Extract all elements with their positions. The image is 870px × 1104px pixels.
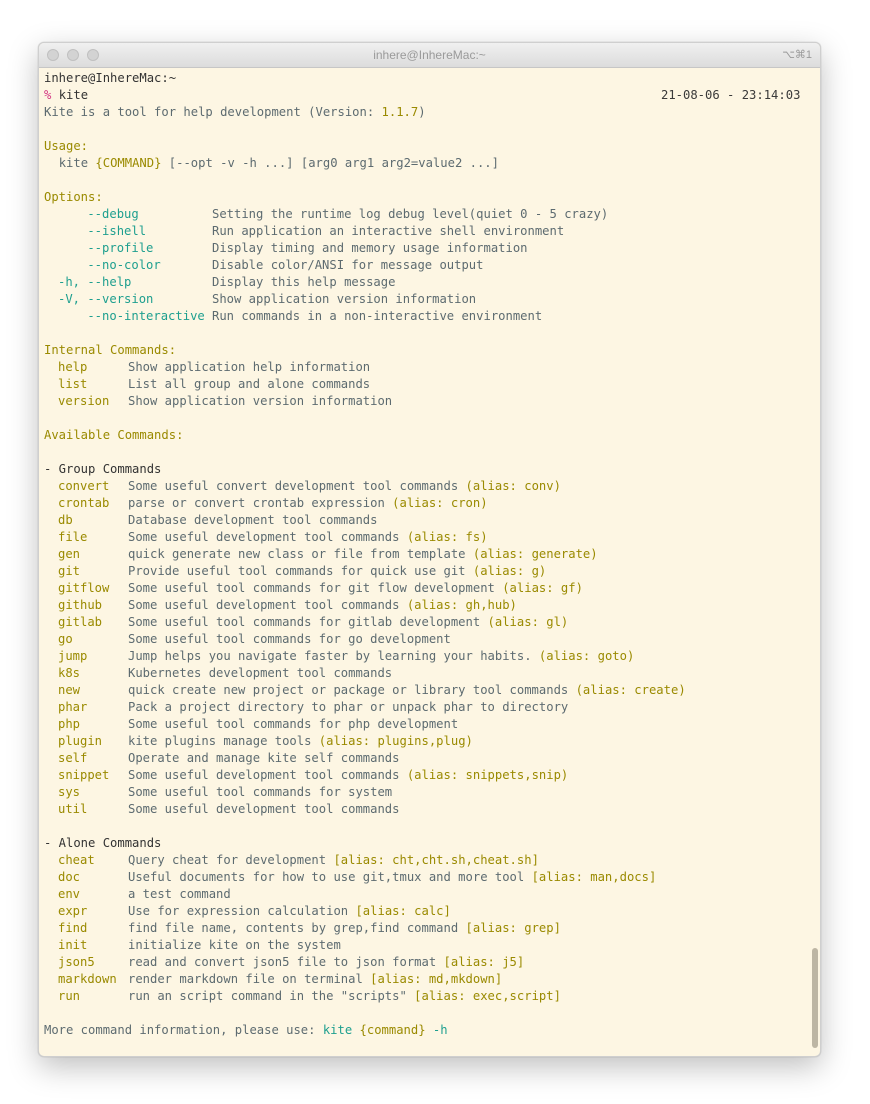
- option-desc: Run application an interactive shell environment: [212, 224, 565, 238]
- command-desc-wrap: [128, 988, 561, 1005]
- blank-line: [44, 325, 804, 342]
- command-desc-wrap: [128, 767, 568, 784]
- command-alias: [alias: calc]: [355, 904, 451, 918]
- group-heading-text: - Group Commands: [44, 462, 162, 476]
- command-desc: initialize kite on the system: [128, 938, 341, 952]
- command-desc: Some useful tool commands for git flow development: [128, 581, 503, 595]
- alone-command-row: [44, 852, 804, 869]
- blank-line: [44, 410, 804, 427]
- command-name: run: [58, 989, 81, 1003]
- option-row: [44, 274, 804, 291]
- command-desc-wrap: [128, 852, 539, 869]
- intro-line: [44, 104, 804, 121]
- title-bar[interactable]: [39, 43, 820, 68]
- command-desc: Database development tool commands: [128, 513, 378, 527]
- command-name: k8s: [58, 666, 81, 680]
- command-desc-wrap: [128, 954, 524, 971]
- option-row: [44, 223, 804, 240]
- blank-line: [44, 172, 804, 189]
- command-desc-wrap: [128, 716, 458, 733]
- alone-command-row: [44, 971, 804, 988]
- prompt-command: kite: [58, 88, 89, 102]
- alone-heading: [44, 835, 804, 852]
- blank-line: [44, 121, 804, 138]
- footer-line: [44, 1022, 804, 1039]
- command-alias: [alias: man,docs]: [531, 870, 657, 884]
- command-name: github: [58, 598, 103, 612]
- alone-command-row: [44, 886, 804, 903]
- command-name: find: [58, 921, 88, 935]
- usage-args: [--opt -v -h ...] [arg0 arg1 arg2=value2 ...]: [168, 156, 499, 170]
- command-name: cheat: [58, 853, 95, 867]
- command-desc: Query cheat for development: [128, 853, 334, 867]
- internal-heading: [44, 342, 804, 359]
- command-desc: Some useful tool commands for system: [128, 785, 393, 799]
- command-name: markdown: [58, 972, 117, 986]
- command-desc: List all group and alone commands: [128, 377, 371, 391]
- command-name: git: [58, 564, 81, 578]
- command-desc: Use for expression calculation: [128, 904, 356, 918]
- internal-commands-list: [44, 359, 804, 410]
- option-desc: Disable color/ANSI for message output: [212, 258, 484, 272]
- command-desc-wrap: [128, 631, 451, 648]
- command-desc-wrap: [128, 801, 400, 818]
- blank-line: [44, 444, 804, 461]
- prompt-line: [44, 87, 804, 104]
- option-row: [44, 291, 804, 308]
- command-name: util: [58, 802, 88, 816]
- command-alias: (alias: conv): [465, 479, 561, 493]
- command-alias: (alias: gh,hub): [406, 598, 517, 612]
- alone-command-row: [44, 937, 804, 954]
- internal-command-row: [44, 393, 804, 410]
- option-row: [44, 240, 804, 257]
- group-commands-list: [44, 478, 804, 818]
- group-command-row: [44, 529, 804, 546]
- command-desc-wrap: [128, 546, 598, 563]
- command-desc: Pack a project directory to phar or unpack phar to directory: [128, 700, 569, 714]
- command-desc-wrap: [128, 648, 634, 665]
- options-heading: [44, 189, 804, 206]
- group-command-row: [44, 648, 804, 665]
- option-flag: --debug: [58, 207, 139, 221]
- command-name: file: [58, 530, 88, 544]
- command-desc: Some useful development tool commands: [128, 530, 407, 544]
- command-alias: [alias: md,mkdown]: [370, 972, 503, 986]
- command-desc: Some useful tool commands for go development: [128, 632, 451, 646]
- alone-command-row: [44, 920, 804, 937]
- command-desc: Useful documents for how to use git,tmux and more tool: [128, 870, 532, 884]
- option-desc: Display timing and memory usage information: [212, 241, 528, 255]
- group-command-row: [44, 580, 804, 597]
- command-alias: [alias: cht,cht.sh,cheat.sh]: [333, 853, 539, 867]
- command-alias: (alias: generate): [472, 547, 598, 561]
- group-command-row: [44, 546, 804, 563]
- command-desc-wrap: [128, 869, 656, 886]
- command-desc: Jump helps you navigate faster by learning your habits.: [128, 649, 539, 663]
- command-alias: (alias: snippets,snip): [406, 768, 569, 782]
- intro-text: Kite is a tool for help development (Version:: [44, 105, 382, 119]
- command-alias: (alias: gl): [487, 615, 569, 629]
- option-flag: -V, --version: [58, 292, 154, 306]
- command-name: expr: [58, 904, 88, 918]
- group-command-row: [44, 784, 804, 801]
- command-desc: find file name, contents by grep,find command: [128, 921, 466, 935]
- internal-command-row: [44, 376, 804, 393]
- command-desc: render markdown file on terminal: [128, 972, 371, 986]
- terminal-output[interactable]: [44, 70, 804, 1050]
- command-desc-wrap: [128, 971, 502, 988]
- command-name: convert: [58, 479, 110, 493]
- prompt-symbol: %: [44, 88, 52, 102]
- group-heading: [44, 461, 804, 478]
- command-desc: kite plugins manage tools: [128, 734, 319, 748]
- internal-command-row: [44, 359, 804, 376]
- command-desc-wrap: [128, 563, 546, 580]
- command-desc-wrap: [128, 937, 341, 954]
- option-row: [44, 206, 804, 223]
- usage-heading: [44, 138, 804, 155]
- available-heading: [44, 427, 804, 444]
- command-name: jump: [58, 649, 88, 663]
- command-desc-wrap: [128, 529, 488, 546]
- command-desc-wrap: [128, 750, 400, 767]
- command-name: db: [58, 513, 73, 527]
- command-desc: Kubernetes development tool commands: [128, 666, 393, 680]
- group-command-row: [44, 801, 804, 818]
- command-desc-wrap: [128, 580, 583, 597]
- command-desc-wrap: [128, 597, 517, 614]
- command-name: gen: [58, 547, 81, 561]
- command-alias: (alias: create): [575, 683, 686, 697]
- footer-flag: -h: [425, 1023, 448, 1037]
- command-name: crontab: [58, 496, 110, 510]
- command-name: self: [58, 751, 88, 765]
- options-list: [44, 206, 804, 325]
- command-name: json5: [58, 955, 95, 969]
- command-desc-wrap: [128, 478, 561, 495]
- usage-cmd: kite: [58, 156, 89, 170]
- terminal-window: [38, 42, 821, 1057]
- option-flag: -h, --help: [58, 275, 132, 289]
- command-desc-wrap: [128, 920, 561, 937]
- alone-command-row: [44, 903, 804, 920]
- alone-command-row: [44, 988, 804, 1005]
- command-desc-wrap: [128, 886, 231, 903]
- command-desc: Show application version information: [128, 394, 393, 408]
- blank-line: [44, 1005, 804, 1022]
- command-alias: (alias: plugins,plug): [318, 734, 473, 748]
- command-alias: [alias: j5]: [443, 955, 525, 969]
- group-command-row: [44, 733, 804, 750]
- option-flag: --no-color: [58, 258, 161, 272]
- group-command-row: [44, 512, 804, 529]
- option-flag: --ishell: [58, 224, 147, 238]
- command-desc: Some useful tool commands for php development: [128, 717, 459, 731]
- command-desc: quick create new project or package or library tool commands: [128, 683, 576, 697]
- command-desc-wrap: [128, 495, 488, 512]
- group-command-row: [44, 682, 804, 699]
- command-alias: [alias: grep]: [465, 921, 561, 935]
- alone-command-row: [44, 954, 804, 971]
- command-desc-wrap: [128, 682, 686, 699]
- command-name: version: [58, 394, 110, 408]
- command-desc: parse or convert crontab expression: [128, 496, 393, 510]
- command-alias: [alias: exec,script]: [414, 989, 561, 1003]
- group-command-row: [44, 614, 804, 631]
- command-desc-wrap: [128, 903, 451, 920]
- usage-heading-text: Usage:: [44, 139, 89, 153]
- prompt-datetime: 21-08-06 - 23:14:03: [661, 88, 801, 102]
- option-flag: --profile: [58, 241, 154, 255]
- alone-heading-text: - Alone Commands: [44, 836, 162, 850]
- option-row: [44, 308, 804, 325]
- command-name: doc: [58, 870, 81, 884]
- option-flag: --no-interactive: [58, 309, 205, 323]
- option-row: [44, 257, 804, 274]
- command-name: init: [58, 938, 88, 952]
- command-name: snippet: [58, 768, 110, 782]
- options-heading-text: Options:: [44, 190, 103, 204]
- intro-close: ): [418, 105, 426, 119]
- window-title: inhere@InhereMac:~: [373, 48, 486, 62]
- footer-placeholder: {command}: [359, 1023, 426, 1037]
- command-desc-wrap: [128, 784, 392, 801]
- command-desc-wrap: [128, 512, 377, 529]
- version-number: 1.1.7: [381, 105, 419, 119]
- user-host: inhere@InhereMac:~: [44, 71, 177, 85]
- group-command-row: [44, 478, 804, 495]
- command-name: gitflow: [58, 581, 110, 595]
- prompt-host-line: [44, 70, 804, 87]
- command-desc: read and convert json5 file to json format: [128, 955, 444, 969]
- option-desc: Display this help message: [212, 275, 396, 289]
- command-desc: Some useful development tool commands: [128, 802, 400, 816]
- command-desc-wrap: [128, 614, 568, 631]
- option-desc: Show application version information: [212, 292, 477, 306]
- group-command-row: [44, 750, 804, 767]
- available-heading-text: Available Commands:: [44, 428, 184, 442]
- command-name: new: [58, 683, 81, 697]
- command-desc: a test command: [128, 887, 231, 901]
- usage-line: [44, 155, 804, 172]
- footer-text: More command information, please use:: [44, 1023, 323, 1037]
- command-alias: (alias: goto): [538, 649, 635, 663]
- group-command-row: [44, 597, 804, 614]
- group-command-row: [44, 699, 804, 716]
- command-name: phar: [58, 700, 88, 714]
- command-desc: Some useful convert development tool commands: [128, 479, 466, 493]
- blank-line: [44, 818, 804, 835]
- command-desc: Some useful development tool commands: [128, 598, 407, 612]
- alone-commands-list: [44, 852, 804, 1005]
- command-name: list: [58, 377, 88, 391]
- command-alias: (alias: gf): [502, 581, 583, 595]
- command-desc: Some useful tool commands for gitlab development: [128, 615, 488, 629]
- command-desc: quick generate new class or file from template: [128, 547, 473, 561]
- command-desc: Show application help information: [128, 360, 371, 374]
- command-name: sys: [58, 785, 81, 799]
- group-command-row: [44, 495, 804, 512]
- group-command-row: [44, 767, 804, 784]
- group-command-row: [44, 563, 804, 580]
- command-alias: (alias: fs): [406, 530, 488, 544]
- internal-heading-text: Internal Commands:: [44, 343, 177, 357]
- group-command-row: [44, 665, 804, 682]
- command-desc: Operate and manage kite self commands: [128, 751, 400, 765]
- command-desc: Provide useful tool commands for quick use git: [128, 564, 473, 578]
- command-name: env: [58, 887, 81, 901]
- command-name: plugin: [58, 734, 103, 748]
- scrollbar-thumb[interactable]: [812, 948, 818, 1048]
- command-name: go: [58, 632, 73, 646]
- alone-command-row: [44, 869, 804, 886]
- usage-placeholder: {COMMAND}: [95, 156, 162, 170]
- footer-cmd: kite: [322, 1023, 353, 1037]
- option-desc: Run commands in a non-interactive environment: [212, 309, 543, 323]
- command-desc: run an script command in the "scripts": [128, 989, 415, 1003]
- command-alias: (alias: cron): [392, 496, 488, 510]
- command-name: gitlab: [58, 615, 103, 629]
- group-command-row: [44, 631, 804, 648]
- command-desc-wrap: [128, 699, 568, 716]
- command-desc-wrap: [128, 733, 473, 750]
- command-alias: (alias: g): [472, 564, 547, 578]
- command-desc-wrap: [128, 665, 392, 682]
- option-desc: Setting the runtime log debug level(quiet 0 - 5 crazy): [212, 207, 609, 221]
- command-name: help: [58, 360, 88, 374]
- command-desc: Some useful development tool commands: [128, 768, 407, 782]
- group-command-row: [44, 716, 804, 733]
- command-name: php: [58, 717, 81, 731]
- window-shortcut: ⌥⌘1: [782, 49, 812, 61]
